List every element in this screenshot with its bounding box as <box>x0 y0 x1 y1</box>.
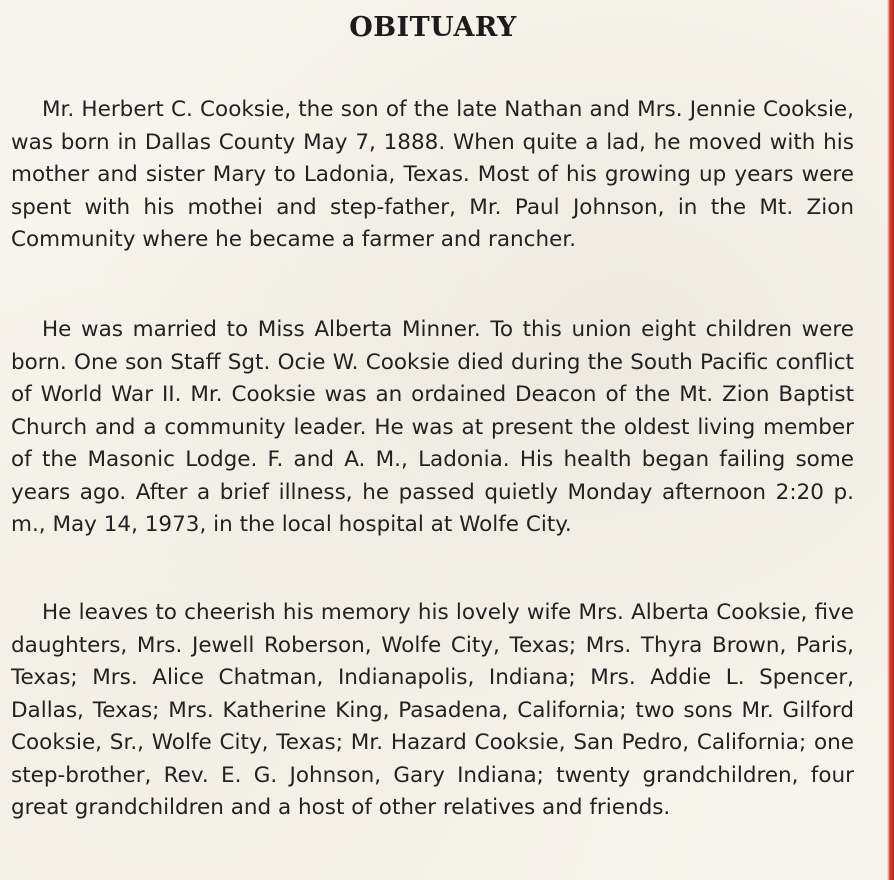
page-edge-accent <box>887 0 894 880</box>
paragraph-survivors: He leaves to cheerish his memory his lovely wife Mrs. Alberta Cooksie, five daughters, Mrs. Jewell Roberson, Wolfe City, Texas; Mrs. Thyra Brown, Paris, Texas; Mrs. Alice Chatman, Indianapolis, Indiana; Mrs. Addie L. Spencer, Dallas, Texas; Mrs. Katherine King, Pasadena, California; two sons Mr. Gilford Cooksie, Sr., Wolfe City, Texas; Mr. Hazard Cooksie, San Pedro, California; one step-brother, Rev. E. G. Johnson, Gary Indiana; twenty grandchildren, four great grandchildren and a host of other relatives and friends. <box>11 600 854 820</box>
page-title: OBITUARY <box>349 12 517 43</box>
paragraph-biography: Mr. Herbert C. Cooksie, the son of the late Nathan and Mrs. Jennie Cooksie, was born in Dallas County May 7, 1888. When quite a lad, he moved with his mother and sister Mary to Ladonia, Texas. Most of his growing up years were spent with his mothei and step-father, Mr. Paul Johnson, in the Mt. Zion Community where he became a farmer and rancher. <box>11 97 854 252</box>
paragraph-life-and-passing: He was married to Miss Alberta Minner. To this union eight children were born. One son Staff Sgt. Ocie W. Cooksie died during the South Pacific conflict of World War II. Mr. Cooksie was an ordained Deacon of the Mt. Zion Baptist Church and a community leader. He was at present the oldest living member of the Masonic Lodge. F. and A. M., Ladonia. His health began failing some years ago. After a brief illness, he passed quietly Monday afternoon 2:20 p. m., May 14, 1973, in the local hospital at Wolfe City. <box>11 317 854 537</box>
